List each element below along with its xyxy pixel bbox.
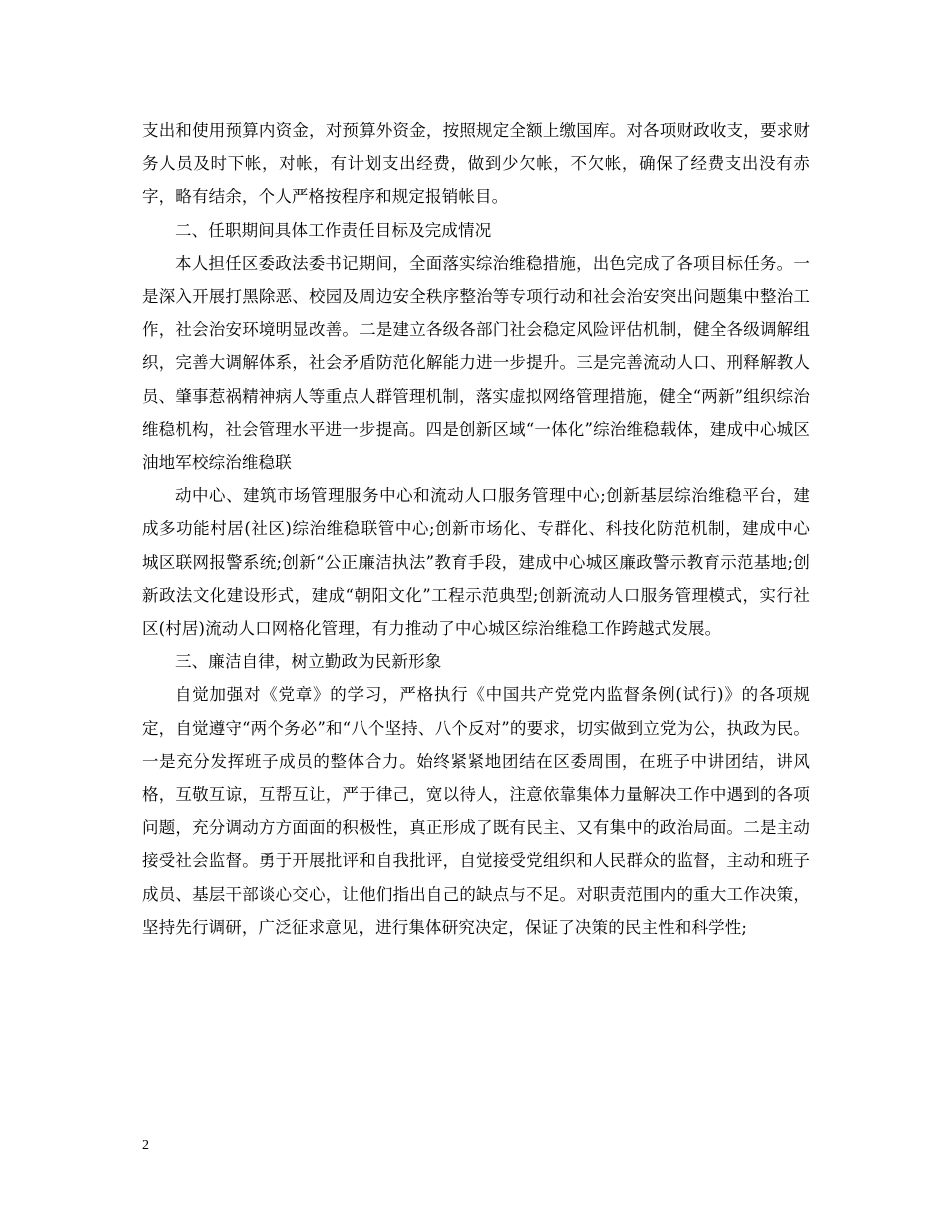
paragraph-budget-expenditure: 支出和使用预算内资金，对预算外资金，按照规定全额上缴国库。对各项财政收支，要求财务人员及时下帐，对帐，有计划支出经费，做到少欠帐，不欠帐，确保了经费支出没有赤字，略有结余，个人严格按程序和规定报销帐目。	[142, 121, 810, 207]
paragraph-integrity: 自觉加强对《党章》的学习，严格执行《中国共产党党内监督条例(试行)》的各项规定，自觉遵守“两个务必”和“八个坚持、八个反对”的要求，切实做到立党为公，执政为民。一是充分发挥班子成员的整体合力。始终紧紧地团结在区委周围，在班子中讲团结，讲风格，互敬互谅，互帮互让，严于律己，宽以待人，注意依靠集体力量解决工作中遇到的各项问题，充分调动方方面面的积极性，真正形成了既有民主、又有集中的政治局面。二是主动接受社会监督。勇于开展批评和自我批评，自觉接受党组织和人民群众的监督，主动和班子成员、基层干部谈心交心，让他们指出自己的缺点与不足。对职责范围内的重大工作决策，坚持先行调研，广泛征求意见，进行集体研究决定，保证了决策的民主性和科学性;	[142, 685, 810, 937]
section-heading-2: 二、任职期间具体工作责任目标及完成情况	[175, 220, 492, 240]
section-heading-3: 三、廉洁自律，树立勤政为民新形象	[175, 652, 442, 672]
document-body	[142, 114, 810, 944]
paragraph-work-targets: 本人担任区委政法委书记期间，全面落实综治维稳措施，出色完成了各项目标任务。一是深入开展打黑除恶、校园及周边安全秩序整治等专项行动和社会治安突出问题集中整治工作，社会治安环境明显改善。二是建立各级各部门社会稳定风险评估机制，健全各级调解组织，完善大调解体系，社会矛盾防范化解能力进一步提升。三是完善流动人口、刑释解教人员、肇事惹祸精神病人等重点人群管理机制，落实虚拟网络管理措施，健全“两新”组织综治维稳机构，社会管理水平进一步提高。四是创新区域“一体化”综治维稳载体，建成中心城区油地军校综治维稳联	[142, 253, 810, 473]
paragraph-innovation: 动中心、建筑市场管理服务中心和流动人口服务管理中心;创新基层综治维稳平台，建成多功能村居(社区)综治维稳联管中心;创新市场化、专群化、科技化防范机制，建成中心城区联网报警系统;创新“公正廉洁执法”教育手段，建成中心城区廉政警示教育示范基地;创新政法文化建设形式，建成“朝阳文化”工程示范典型;创新流动人口服务管理模式，实行社区(村居)流动人口网格化管理，有力推动了中心城区综治维稳工作跨越式发展。	[142, 486, 810, 639]
page-number: 2	[142, 1138, 149, 1153]
